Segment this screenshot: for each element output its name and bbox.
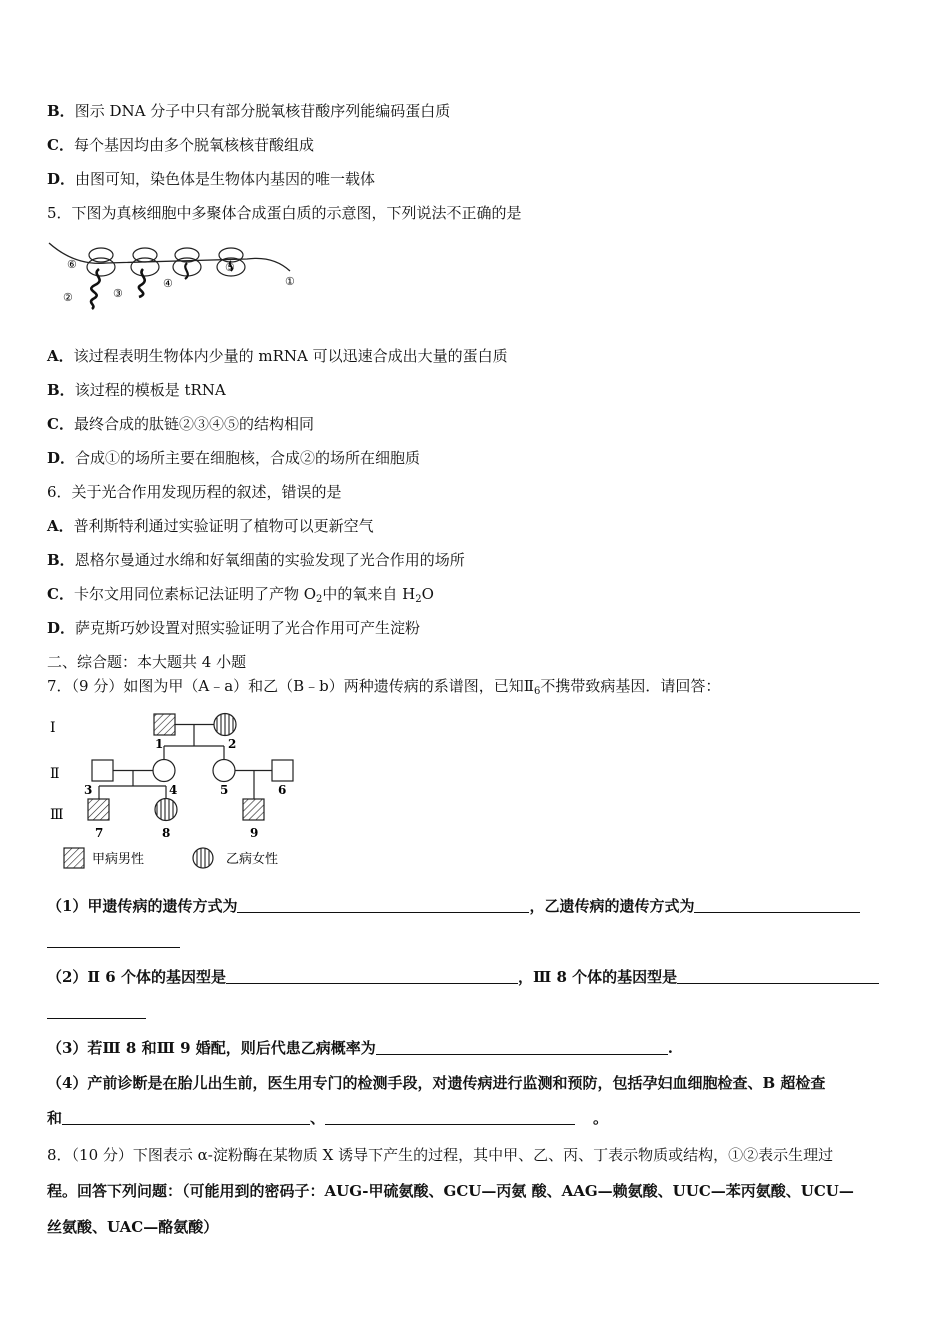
option-text: 合成①的场所主要在细胞核，合成②的场所在细胞质 xyxy=(75,449,421,467)
legend-male-a-swatch xyxy=(64,848,84,868)
option-label: C． xyxy=(47,585,74,603)
peptide-chain xyxy=(185,263,188,279)
q6-option-d xyxy=(47,618,420,638)
option-label: D． xyxy=(47,449,76,467)
individual-3 xyxy=(92,760,113,781)
answer-blank[interactable] xyxy=(376,1040,668,1055)
individual-6 xyxy=(272,760,293,781)
answer-blank[interactable] xyxy=(325,1110,575,1125)
q6-option-a xyxy=(47,516,374,536)
part-text: ，Ⅲ 8 个体的基因型是 xyxy=(517,968,678,986)
option-text: 最终合成的肽链②③④⑤的结构相同 xyxy=(73,415,314,433)
individual-1 xyxy=(154,714,175,735)
label-4: ④ xyxy=(163,277,173,290)
q7-part1 xyxy=(47,896,860,916)
mrna-strand xyxy=(49,243,290,271)
subscript: 2 xyxy=(316,594,323,605)
individual-4 xyxy=(153,760,175,782)
generation-label: Ⅰ xyxy=(50,720,56,736)
part-text: 、 xyxy=(310,1109,326,1127)
label-1: ① xyxy=(285,275,295,288)
answer-blank[interactable] xyxy=(47,1004,146,1019)
q7-part4: （4）产前诊断是在胎儿出生前，医生用专门的检测手段，对遗传病进行监测和预防，包括孕妇血细胞检查、B 超检查 xyxy=(47,1074,826,1092)
individual-number: 7 xyxy=(95,826,104,840)
individual-number: 5 xyxy=(220,783,229,797)
q7-stem-text: 不携带致病基因．请回答： xyxy=(540,677,721,695)
option-text: O xyxy=(421,585,434,603)
q7-part1-blank-cont xyxy=(47,931,180,951)
subscript: 2 xyxy=(415,594,422,605)
individual-9 xyxy=(243,799,264,820)
individual-8 xyxy=(155,799,177,821)
option-label: A． xyxy=(47,517,74,535)
option-text: 图示 DNA 分子中只有部分脱氧核苷酸序列能编码蛋白质 xyxy=(74,102,451,120)
option-text: 中的氧来自 H xyxy=(322,585,416,603)
q8-line-2: 程。回答下列问题：（可能用到的密码子：AUG-甲硫氨酸、GCU—丙氨 酸、AAG—赖氨酸、UUC—苯丙氨酸、UCU— xyxy=(47,1182,854,1200)
answer-blank[interactable] xyxy=(47,933,180,948)
option-text: 由图可知，染色体是生物体内基因的唯一载体 xyxy=(75,170,376,188)
q4-option-d xyxy=(47,169,375,189)
pedigree-chart xyxy=(44,706,304,872)
individual-7 xyxy=(88,799,109,820)
option-label: C． xyxy=(47,415,74,433)
part-text: . xyxy=(667,1039,673,1057)
option-text: 该过程表明生物体内少量的 mRNA 可以迅速合成出大量的蛋白质 xyxy=(73,347,508,365)
part-text: （1）甲遗传病的遗传方式为 xyxy=(47,897,238,915)
part-text: （3）若Ⅲ 8 和Ⅲ 9 婚配，则后代患乙病概率为 xyxy=(47,1039,376,1057)
answer-blank[interactable] xyxy=(226,969,518,984)
individual-5 xyxy=(213,760,235,782)
q6-option-b xyxy=(47,550,465,570)
q5-option-c xyxy=(47,414,314,434)
individual-number: 9 xyxy=(250,826,259,840)
option-text: 萨克斯巧妙设置对照实验证明了光合作用可产生淀粉 xyxy=(75,619,421,637)
q7-stem xyxy=(47,676,720,702)
individual-number: 3 xyxy=(84,783,93,797)
option-label: D． xyxy=(47,170,76,188)
option-label: C． xyxy=(47,136,74,154)
option-text: 恩格尔曼通过水绵和好氧细菌的实验发现了光合作用的场所 xyxy=(74,551,465,569)
individual-number: 1 xyxy=(155,737,164,751)
option-label: D． xyxy=(47,619,76,637)
option-label: B． xyxy=(47,551,75,569)
q7-part2-blank-cont xyxy=(47,1002,146,1022)
legend-label: 乙病女性 xyxy=(226,852,279,867)
individual-number: 6 xyxy=(278,783,287,797)
polysome-figure xyxy=(47,235,307,310)
generation-label: Ⅲ xyxy=(50,807,64,823)
ribosome xyxy=(87,258,115,276)
q8-line-1: 8．（10 分）下图表示 α-淀粉酶在某物质 X 诱导下产生的过程，其中甲、乙、丙、丁表示物质或结构，①②表示生理过 xyxy=(47,1146,834,1164)
option-label: A． xyxy=(47,347,74,365)
part-text: ，乙遗传病的遗传方式为 xyxy=(529,897,695,915)
answer-blank[interactable] xyxy=(237,898,529,913)
option-text: 卡尔文用同位素标记法证明了产物 O xyxy=(73,585,317,603)
option-text: 该过程的模板是 tRNA xyxy=(74,381,226,399)
ribosome xyxy=(131,258,159,276)
q5-option-d xyxy=(47,448,420,468)
individual-number: 8 xyxy=(162,826,171,840)
q4-option-b xyxy=(47,101,450,121)
individual-2 xyxy=(214,714,236,736)
option-label: B． xyxy=(47,381,75,399)
part-text: 。 xyxy=(593,1109,609,1127)
legend-female-b-swatch xyxy=(193,848,213,868)
option-text: 每个基因均由多个脱氧核核苷酸组成 xyxy=(73,136,314,154)
option-label: B． xyxy=(47,102,75,120)
label-5: ⑤ xyxy=(225,261,235,274)
q4-option-c xyxy=(47,135,314,155)
answer-blank[interactable] xyxy=(677,969,879,984)
answer-blank[interactable] xyxy=(694,898,860,913)
q7-part4-cont xyxy=(47,1108,608,1128)
q5-stem: 5．下图为真核细胞中多聚体合成蛋白质的示意图，下列说法不正确的是 xyxy=(47,204,522,222)
q5-option-a xyxy=(47,346,508,366)
part-text: 和 xyxy=(47,1109,63,1127)
subscript: 6 xyxy=(533,686,541,697)
legend-label: 甲病男性 xyxy=(92,852,145,867)
part-text: （2）Ⅱ 6 个体的基因型是 xyxy=(47,968,226,986)
generation-label: Ⅱ xyxy=(50,766,60,782)
peptide-chain xyxy=(139,269,145,297)
individual-number: 4 xyxy=(169,783,178,797)
q5-option-b xyxy=(47,380,226,400)
section-heading: 二、综合题：本大题共 4 小题 xyxy=(47,653,247,671)
q7-part3 xyxy=(47,1038,673,1058)
answer-blank[interactable] xyxy=(62,1110,310,1125)
q6-stem: 6．关于光合作用发现历程的叙述，错误的是 xyxy=(47,483,342,501)
label-6: ⑥ xyxy=(67,258,77,271)
label-3: ③ xyxy=(113,287,123,300)
label-2: ② xyxy=(63,291,73,304)
option-text: 普利斯特利通过实验证明了植物可以更新空气 xyxy=(73,517,374,535)
q6-option-c xyxy=(47,584,434,610)
q8-line-3: 丝氨酸、UAC—酪氨酸） xyxy=(47,1218,219,1236)
q7-part2 xyxy=(47,967,879,987)
individual-number: 2 xyxy=(228,737,237,751)
q7-stem-text: 7．（9 分）如图为甲（A﹣a）和乙（B﹣b）两种遗传病的系谱图，已知Ⅱ xyxy=(47,677,534,695)
